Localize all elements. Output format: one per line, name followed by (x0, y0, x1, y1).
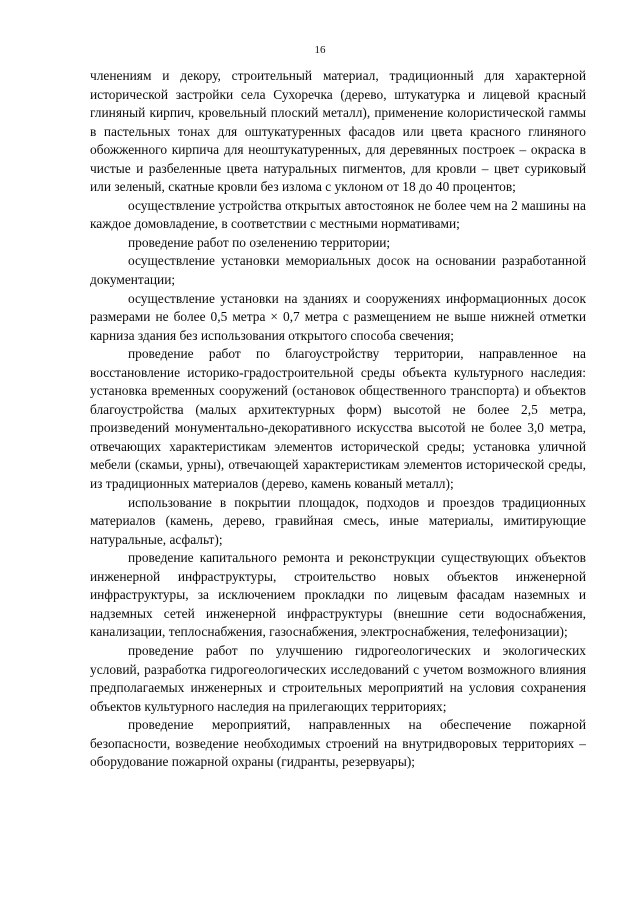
paragraph-landscaping: проведение работ по озеленению территории; (128, 234, 391, 250)
paragraph-engineering-infrastructure: проведение капитального ремонта и реконструкции существующих объектов инженерной инфраструктуры, строительство новых объектов инженерной инфраструктуры, за исключением прокладки по лицевым фасадам наземных и надземных сетей инженерной инфраструктуры (внешние сети водоснабжения, канализации, теплоснабжения, газоснабжения, электроснабжения, телефонизации); (90, 550, 586, 640)
paragraph-improvement-works: проведение работ по благоустройству территории, направленное на восстановление историко-градостроительной среды объекта культурного наследия: установка временных сооружений (остановок общественного транспорта) и объектов благоустройства (малых архитектурных форм) высотой не более 2,5 метра, произведений монументально-декоративного искусства высотой не более 3,0 метра, отвечающих характеристикам элементов исторической среды; установка уличной мебели (скамьи, урны), отвечающей характеристикам элементов исторической среды, из традиционных материалов (дерево, камень кованый металл); (90, 346, 586, 492)
paragraph-memorial-plaques: осуществление установки мемориальных досок на основании разработанной документации; (90, 253, 586, 288)
paragraph-fire-safety: проведение мероприятий, направленных на обеспечение пожарной безопасности, возведение необходимых строений на внутридворовых территориях – оборудование пожарной охраны (гидранты, резервуары); (90, 717, 586, 770)
paragraph-hydrogeology: проведение работ по улучшению гидрогеологических и экологических условий, разработка гидрогеологических исследований с учетом возможного влияния предполагаемых инженерных и строительных мероприятий на условия сохранения объектов культурного наследия на прилегающих территориях; (90, 642, 586, 714)
paragraph-parking: осуществление устройства открытых автостоянок не более чем на 2 машины на каждое домовладение, в соответствии с местными нормативами; (90, 197, 586, 232)
paragraph-continuation: членениям и декору, строительный материал, традиционный для характерной исторической застройки села Сухоречка (дерево, штукатурка и лицевой красный глиняный кирпич, кровельный плоский металл), применение колористической гаммы в пастельных тонах для оштукатуренных фасадов или цвета красного глиняного обожженного кирпича для неоштукатуренных, для деревянных построек – окраска в чистые и разбеленные цвета натуральных пигментов, для кровли – цвет суриковый или зеленый, скатные кровли без излома с уклоном от 18 до 40 процентов; (90, 68, 586, 195)
page-number: 16 (314, 44, 326, 56)
paragraph-information-boards: осуществление установки на зданиях и сооружениях информационных досок размерами не более 0,5 метра × 0,7 метра с размещением не выше нижней отметки карниза здания без использования открытого способа свечения; (90, 290, 586, 343)
paragraph-paving-materials: использование в покрытии площадок, подходов и проездов традиционных материалов (камень, дерево, гравийная смесь, иные материалы, имитирующие натуральные, асфальт); (90, 494, 586, 547)
document-body (90, 67, 586, 772)
